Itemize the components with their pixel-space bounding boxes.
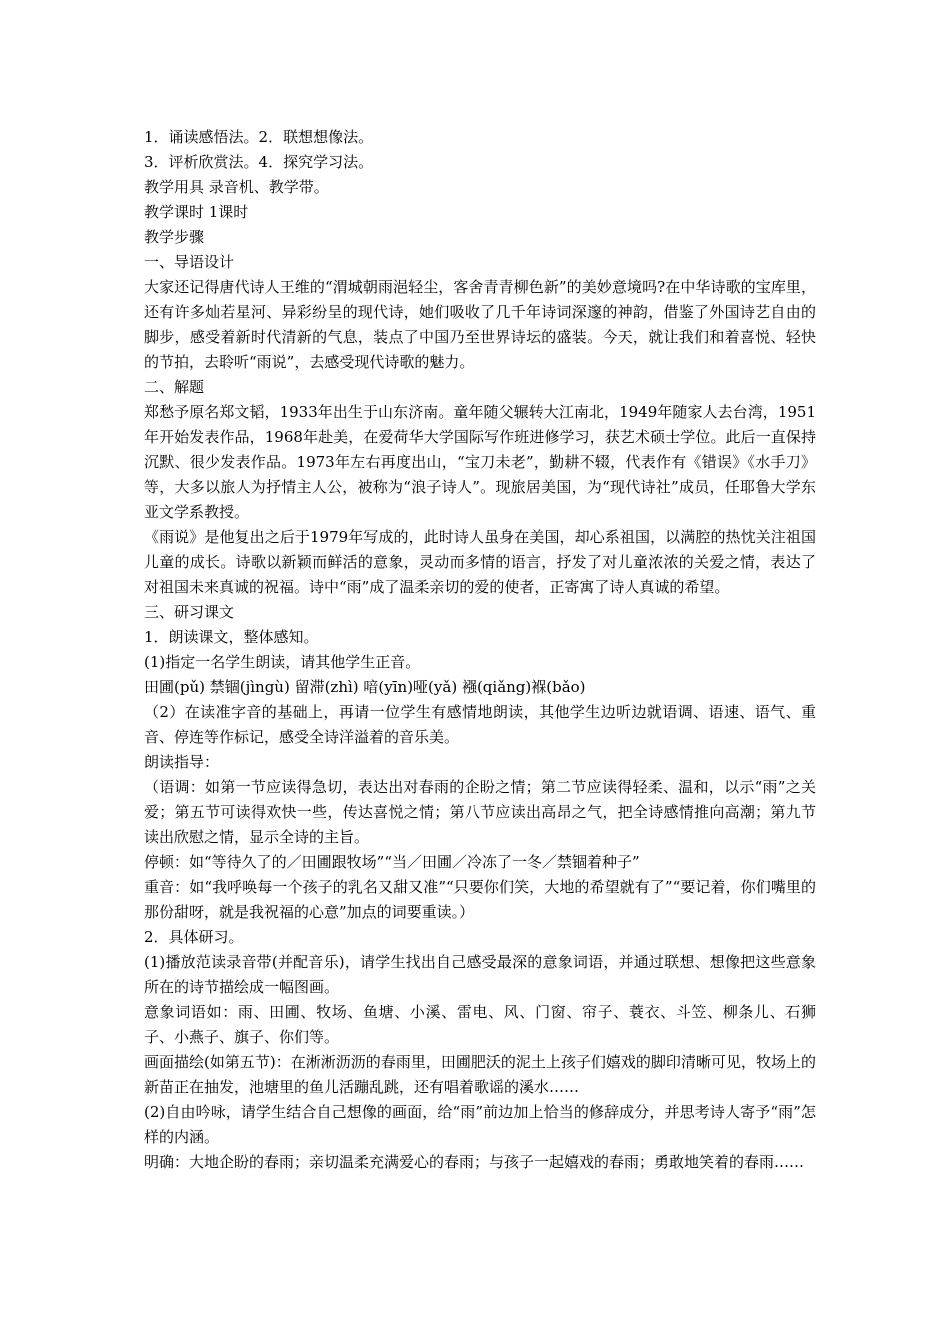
document-page — [144, 125, 816, 1175]
section-heading-intro: 一、导语设计 — [144, 253, 235, 271]
method-line-1: 1．诵读感悟法。2．联想想像法。 — [144, 128, 374, 146]
intro-paragraph: 大家还记得唐代诗人王维的“渭城朝雨浥轻尘，客舍青青柳色新”的美妙意境吗?在中华诗歌的宝库里，还有许多灿若星河、异彩纷呈的现代诗，她们吸收了几千年诗词深邃的神韵，借鉴了外国诗艺自由的脚步，感受着新时代清新的气息，装点了中国乃至世界诗坛的盛装。今天，就让我们和着喜悦、轻快的节拍，去聆听“雨说”，去感受现代诗歌的魅力。 — [144, 278, 816, 371]
reading-guide-pause: 停顿：如“等待久了的／田圃跟牧场”“当／田圃／冷冻了一冬／禁锢着种子” — [144, 853, 640, 871]
step-2-item-1: (1)播放范读录音带(并配音乐)，请学生找出自己感受最深的意象词语，并通过联想、想像把这些意象所在的诗节描绘成一幅图画。 — [144, 953, 816, 996]
clarification: 明确：大地企盼的春雨；亲切温柔充满爱心的春雨；与孩子一起嬉戏的春雨；勇敢地笑着的春雨…… — [144, 1153, 805, 1171]
poem-background-paragraph: 《雨说》是他复出之后于1979年写成的，此时诗人虽身在美国，却心系祖国，以满腔的热忱关注祖国儿童的成长。诗歌以新颖而鲜活的意象，灵动而多情的语言，抒发了对儿童浓浓的关爱之情，表达了对祖国未来真诚的祝福。诗中“雨”成了温柔亲切的爱的使者，正寄寓了诗人真诚的希望。 — [144, 528, 816, 596]
step-1-heading: 1．朗读课文，整体感知。 — [144, 628, 319, 646]
teaching-tools: 教学用具 录音机、教学带。 — [144, 178, 329, 196]
pronunciation-list: 田圃(pǔ) 禁锢(jìngù) 留滞(zhì) 喑(yīn)哑(yǎ) 襁(qiǎng)褓(bǎo) — [144, 678, 586, 696]
method-line-2: 3．评析欣赏法。4．探究学习法。 — [144, 153, 374, 171]
step-2-heading: 2．具体研习。 — [144, 928, 244, 946]
author-bio-paragraph: 郑愁予原名郑文韬，1933年出生于山东济南。童年随父辗转大江南北，1949年随家人去台湾，1951年开始发表作品，1968年赴美，在爱荷华大学国际写作班进修学习，获艺术硕士学位。此后一直保持沉默、很少发表作品。1973年左右再度出山，“宝刀未老”，勤耕不辍，代表作有《错误》《水手刀》等，大多以旅人为抒情主人公，被称为“浪子诗人”。现旅居美国，为“现代诗社”成员，任耶鲁大学东亚文学系教授。 — [144, 403, 816, 521]
section-heading-study-text: 三、研习课文 — [144, 603, 235, 621]
reading-guide-heading: 朗读指导： — [144, 753, 220, 771]
teaching-hours: 教学课时 1课时 — [144, 203, 249, 221]
reading-guide-intonation: （语调：如第一节应读得急切，表达出对春雨的企盼之情；第二节应读得轻柔、温和，以示“雨”之关爱；第五节可读得欢快一些，传达喜悦之情；第八节应读出高昂之气，把全诗感情推向高潮；第九节读出欣慰之情，显示全诗的主旨。 — [144, 778, 816, 846]
teaching-steps-heading: 教学步骤 — [144, 228, 205, 246]
imagery-words: 意象词语如：雨、田圃、牧场、鱼塘、小溪、雷电、风、门窗、帘子、蓑衣、斗笠、柳条儿、石狮子、小燕子、旗子、你们等。 — [144, 1003, 816, 1046]
picture-description: 画面描绘(如第五节)：在淅淅沥沥的春雨里，田圃肥沃的泥土上孩子们嬉戏的脚印清晰可见，牧场上的新苗正在抽发，池塘里的鱼儿活蹦乱跳，还有唱着歌谣的溪水…… — [144, 1053, 816, 1096]
reading-guide-stress: 重音：如“我呼唤每一个孩子的乳名又甜又准”“只要你们笑，大地的希望就有了”“要记着，你们嘴里的那份甜呀，就是我祝福的心意”加点的词要重读。） — [144, 878, 816, 921]
step-2-item-2: (2)自由吟咏，请学生结合自己想像的画面，给“雨”前边加上恰当的修辞成分，并思考诗人寄予“雨”怎样的内涵。 — [144, 1103, 816, 1146]
step-1-item-2: （2）在读准字音的基础上，再请一位学生有感情地朗读，其他学生边听边就语调、语速、语气、重音、停连等作标记，感受全诗洋溢着的音乐美。 — [144, 703, 816, 746]
section-heading-title-explanation: 二、解题 — [144, 378, 205, 396]
step-1-item-1: (1)指定一名学生朗读，请其他学生正音。 — [144, 653, 421, 671]
